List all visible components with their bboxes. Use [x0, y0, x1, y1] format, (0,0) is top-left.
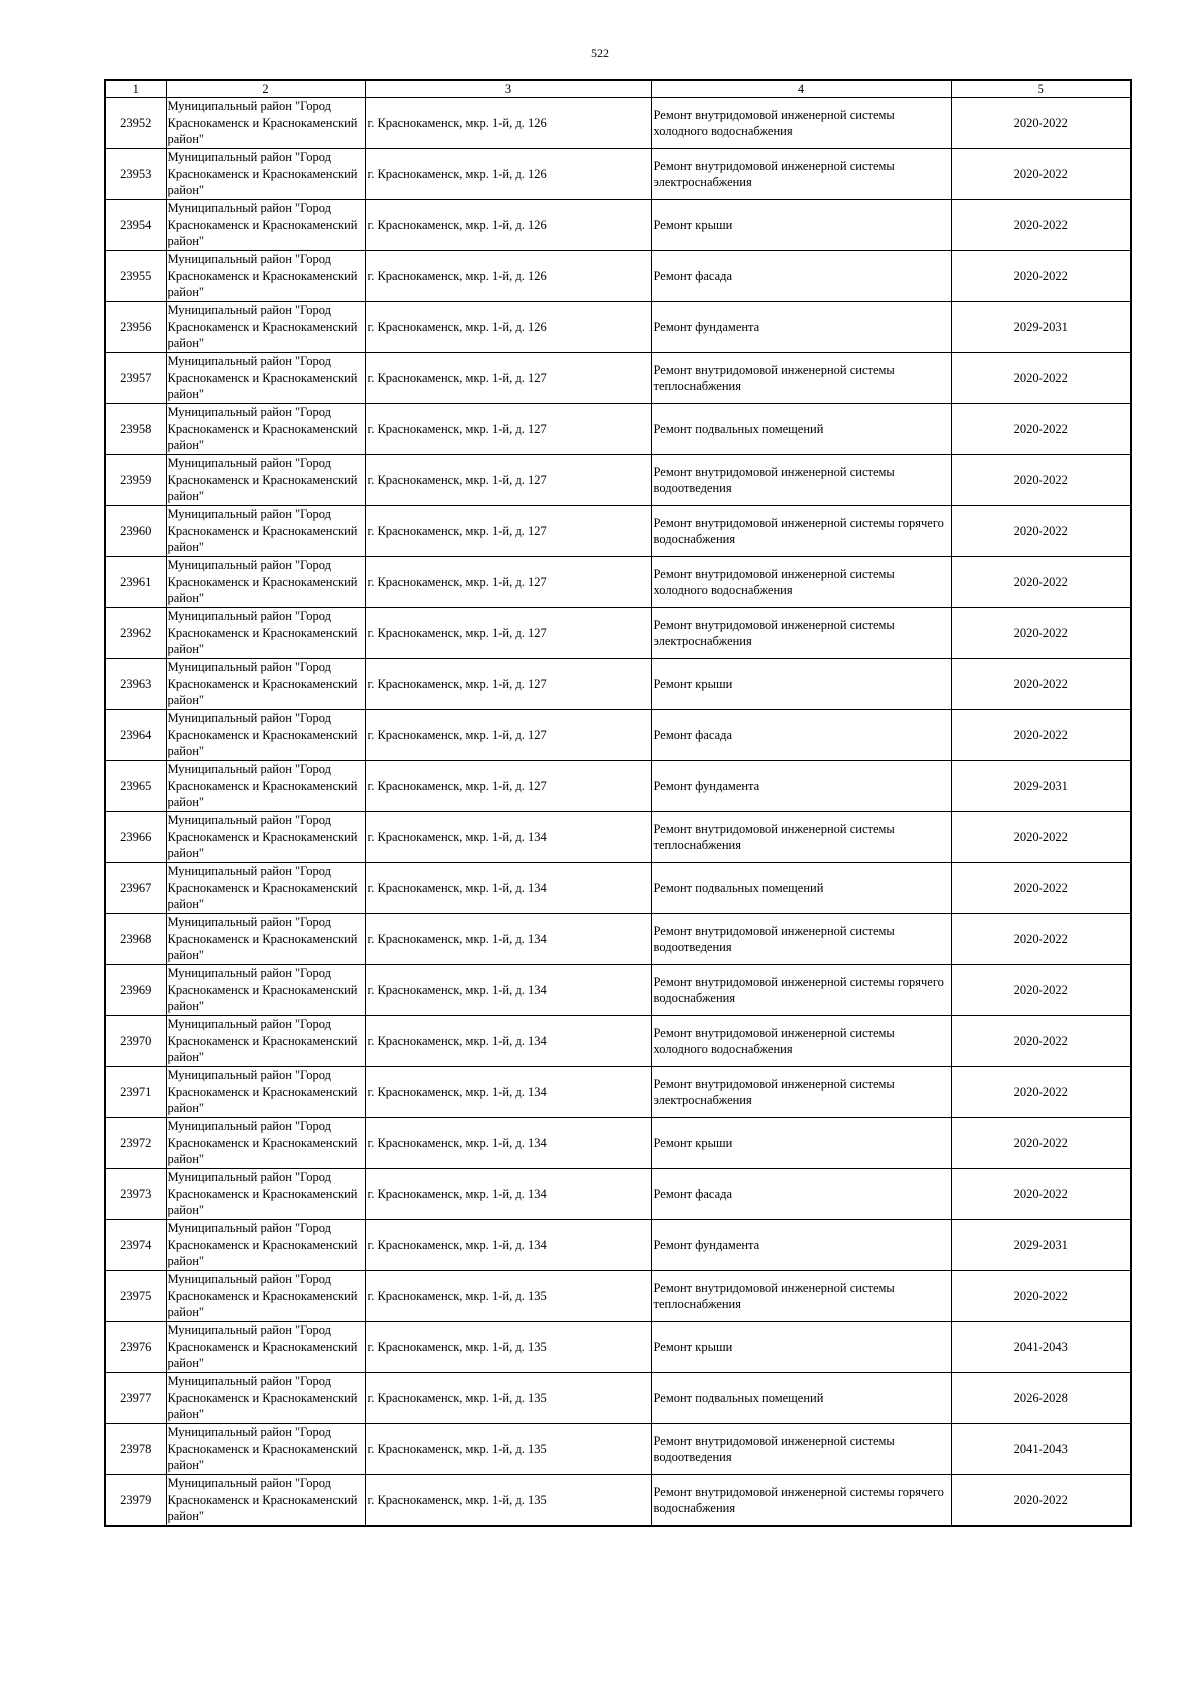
work-type-cell: Ремонт внутридомовой инженерной системы электроснабжения	[651, 608, 951, 659]
address-cell: г. Краснокаменск, мкр. 1-й, д. 127	[365, 455, 651, 506]
period-cell: 2020-2022	[951, 1016, 1131, 1067]
municipality-cell: Муниципальный район "Город Краснокаменск и Краснокаменский район"	[166, 251, 365, 302]
address-cell: г. Краснокаменск, мкр. 1-й, д. 134	[365, 1169, 651, 1220]
period-cell: 2020-2022	[951, 710, 1131, 761]
address-cell: г. Краснокаменск, мкр. 1-й, д. 134	[365, 914, 651, 965]
municipality-cell: Муниципальный район "Город Краснокаменск и Краснокаменский район"	[166, 557, 365, 608]
municipality-cell: Муниципальный район "Город Краснокаменск и Краснокаменский район"	[166, 353, 365, 404]
municipality-cell: Муниципальный район "Город Краснокаменск и Краснокаменский район"	[166, 863, 365, 914]
period-cell: 2020-2022	[951, 1169, 1131, 1220]
municipality-cell: Муниципальный район "Город Краснокаменск и Краснокаменский район"	[166, 1118, 365, 1169]
work-type-cell: Ремонт фасада	[651, 1169, 951, 1220]
table-row	[105, 506, 1131, 557]
table-row	[105, 149, 1131, 200]
address-cell: г. Краснокаменск, мкр. 1-й, д. 127	[365, 761, 651, 812]
address-cell: г. Краснокаменск, мкр. 1-й, д. 126	[365, 302, 651, 353]
works-table	[104, 79, 1132, 1527]
table-body	[105, 98, 1131, 1527]
address-cell: г. Краснокаменск, мкр. 1-й, д. 126	[365, 251, 651, 302]
address-cell: г. Краснокаменск, мкр. 1-й, д. 127	[365, 506, 651, 557]
address-cell: г. Краснокаменск, мкр. 1-й, д. 126	[365, 98, 651, 149]
work-type-cell: Ремонт внутридомовой инженерной системы водоотведения	[651, 914, 951, 965]
table-row	[105, 1424, 1131, 1475]
period-cell: 2020-2022	[951, 1067, 1131, 1118]
table-row	[105, 710, 1131, 761]
work-type-cell: Ремонт крыши	[651, 659, 951, 710]
table-row	[105, 404, 1131, 455]
work-type-cell: Ремонт фундамента	[651, 761, 951, 812]
row-number: 23971	[105, 1067, 166, 1118]
period-cell: 2020-2022	[951, 404, 1131, 455]
address-cell: г. Краснокаменск, мкр. 1-й, д. 134	[365, 1067, 651, 1118]
period-cell: 2029-2031	[951, 302, 1131, 353]
address-cell: г. Краснокаменск, мкр. 1-й, д. 135	[365, 1373, 651, 1424]
row-number: 23959	[105, 455, 166, 506]
work-type-cell: Ремонт фундамента	[651, 1220, 951, 1271]
work-type-cell: Ремонт крыши	[651, 1322, 951, 1373]
row-number: 23970	[105, 1016, 166, 1067]
page-number: 522	[591, 46, 609, 60]
period-cell: 2020-2022	[951, 455, 1131, 506]
work-type-cell: Ремонт внутридомовой инженерной системы электроснабжения	[651, 1067, 951, 1118]
row-number: 23966	[105, 812, 166, 863]
table-row	[105, 965, 1131, 1016]
work-type-cell: Ремонт крыши	[651, 1118, 951, 1169]
period-cell: 2020-2022	[951, 98, 1131, 149]
period-cell: 2020-2022	[951, 506, 1131, 557]
column-header-5: 5	[951, 80, 1131, 98]
period-cell: 2041-2043	[951, 1322, 1131, 1373]
municipality-cell: Муниципальный район "Город Краснокаменск и Краснокаменский район"	[166, 1322, 365, 1373]
address-cell: г. Краснокаменск, мкр. 1-й, д. 134	[365, 1118, 651, 1169]
municipality-cell: Муниципальный район "Город Краснокаменск и Краснокаменский район"	[166, 812, 365, 863]
municipality-cell: Муниципальный район "Город Краснокаменск и Краснокаменский район"	[166, 914, 365, 965]
address-cell: г. Краснокаменск, мкр. 1-й, д. 127	[365, 710, 651, 761]
period-cell: 2029-2031	[951, 761, 1131, 812]
address-cell: г. Краснокаменск, мкр. 1-й, д. 134	[365, 863, 651, 914]
row-number: 23974	[105, 1220, 166, 1271]
period-cell: 2020-2022	[951, 353, 1131, 404]
table-row	[105, 1016, 1131, 1067]
column-header-3: 3	[365, 80, 651, 98]
address-cell: г. Краснокаменск, мкр. 1-й, д. 127	[365, 353, 651, 404]
row-number: 23960	[105, 506, 166, 557]
period-cell: 2020-2022	[951, 1118, 1131, 1169]
period-cell: 2020-2022	[951, 914, 1131, 965]
work-type-cell: Ремонт фасада	[651, 710, 951, 761]
work-type-cell: Ремонт подвальных помещений	[651, 863, 951, 914]
work-type-cell: Ремонт внутридомовой инженерной системы электроснабжения	[651, 149, 951, 200]
table-row	[105, 1118, 1131, 1169]
row-number: 23975	[105, 1271, 166, 1322]
row-number: 23968	[105, 914, 166, 965]
municipality-cell: Муниципальный район "Город Краснокаменск и Краснокаменский район"	[166, 1220, 365, 1271]
row-number: 23967	[105, 863, 166, 914]
table-row	[105, 863, 1131, 914]
row-number: 23979	[105, 1475, 166, 1527]
address-cell: г. Краснокаменск, мкр. 1-й, д. 134	[365, 1016, 651, 1067]
address-cell: г. Краснокаменск, мкр. 1-й, д. 135	[365, 1271, 651, 1322]
period-cell: 2020-2022	[951, 965, 1131, 1016]
address-cell: г. Краснокаменск, мкр. 1-й, д. 134	[365, 812, 651, 863]
municipality-cell: Муниципальный район "Город Краснокаменск и Краснокаменский район"	[166, 965, 365, 1016]
municipality-cell: Муниципальный район "Город Краснокаменск и Краснокаменский район"	[166, 1271, 365, 1322]
period-cell: 2029-2031	[951, 1220, 1131, 1271]
address-cell: г. Краснокаменск, мкр. 1-й, д. 135	[365, 1322, 651, 1373]
table-row	[105, 1373, 1131, 1424]
row-number: 23957	[105, 353, 166, 404]
work-type-cell: Ремонт фасада	[651, 251, 951, 302]
table-row	[105, 200, 1131, 251]
row-number: 23956	[105, 302, 166, 353]
municipality-cell: Муниципальный район "Город Краснокаменск и Краснокаменский район"	[166, 98, 365, 149]
row-number: 23978	[105, 1424, 166, 1475]
address-cell: г. Краснокаменск, мкр. 1-й, д. 126	[365, 149, 651, 200]
period-cell: 2020-2022	[951, 200, 1131, 251]
table-row	[105, 1067, 1131, 1118]
address-cell: г. Краснокаменск, мкр. 1-й, д. 134	[365, 1220, 651, 1271]
row-number: 23952	[105, 98, 166, 149]
row-number: 23963	[105, 659, 166, 710]
row-number: 23977	[105, 1373, 166, 1424]
municipality-cell: Муниципальный район "Город Краснокаменск и Краснокаменский район"	[166, 149, 365, 200]
work-type-cell: Ремонт внутридомовой инженерной системы теплоснабжения	[651, 812, 951, 863]
work-type-cell: Ремонт внутридомовой инженерной системы холодного водоснабжения	[651, 557, 951, 608]
header-row	[105, 80, 1131, 98]
row-number: 23976	[105, 1322, 166, 1373]
work-type-cell: Ремонт подвальных помещений	[651, 404, 951, 455]
table-row	[105, 812, 1131, 863]
address-cell: г. Краснокаменск, мкр. 1-й, д. 135	[365, 1475, 651, 1527]
table-row	[105, 557, 1131, 608]
period-cell: 2020-2022	[951, 863, 1131, 914]
table-row	[105, 1322, 1131, 1373]
table-row	[105, 608, 1131, 659]
row-number: 23965	[105, 761, 166, 812]
period-cell: 2020-2022	[951, 812, 1131, 863]
column-header-2: 2	[166, 80, 365, 98]
work-type-cell: Ремонт внутридомовой инженерной системы горячего водоснабжения	[651, 1475, 951, 1527]
row-number: 23953	[105, 149, 166, 200]
work-type-cell: Ремонт крыши	[651, 200, 951, 251]
work-type-cell: Ремонт внутридомовой инженерной системы холодного водоснабжения	[651, 98, 951, 149]
table-row	[105, 1271, 1131, 1322]
table-row	[105, 302, 1131, 353]
work-type-cell: Ремонт внутридомовой инженерной системы холодного водоснабжения	[651, 1016, 951, 1067]
row-number: 23958	[105, 404, 166, 455]
table-row	[105, 761, 1131, 812]
address-cell: г. Краснокаменск, мкр. 1-й, д. 127	[365, 659, 651, 710]
table-row	[105, 1220, 1131, 1271]
period-cell: 2020-2022	[951, 659, 1131, 710]
work-type-cell: Ремонт внутридомовой инженерной системы горячего водоснабжения	[651, 965, 951, 1016]
row-number: 23964	[105, 710, 166, 761]
column-header-1: 1	[105, 80, 166, 98]
period-cell: 2026-2028	[951, 1373, 1131, 1424]
work-type-cell: Ремонт фундамента	[651, 302, 951, 353]
table-row	[105, 914, 1131, 965]
table-row	[105, 353, 1131, 404]
period-cell: 2020-2022	[951, 149, 1131, 200]
table-row	[105, 98, 1131, 149]
work-type-cell: Ремонт внутридомовой инженерной системы водоотведения	[651, 1424, 951, 1475]
municipality-cell: Муниципальный район "Город Краснокаменск и Краснокаменский район"	[166, 710, 365, 761]
table-row	[105, 1475, 1131, 1527]
municipality-cell: Муниципальный район "Город Краснокаменск и Краснокаменский район"	[166, 455, 365, 506]
row-number: 23954	[105, 200, 166, 251]
row-number: 23962	[105, 608, 166, 659]
table-row	[105, 1169, 1131, 1220]
row-number: 23955	[105, 251, 166, 302]
column-header-4: 4	[651, 80, 951, 98]
table-row	[105, 659, 1131, 710]
work-type-cell: Ремонт внутридомовой инженерной системы горячего водоснабжения	[651, 506, 951, 557]
municipality-cell: Муниципальный район "Город Краснокаменск и Краснокаменский район"	[166, 404, 365, 455]
municipality-cell: Муниципальный район "Город Краснокаменск и Краснокаменский район"	[166, 1424, 365, 1475]
municipality-cell: Муниципальный район "Город Краснокаменск и Краснокаменский район"	[166, 608, 365, 659]
municipality-cell: Муниципальный район "Город Краснокаменск и Краснокаменский район"	[166, 1169, 365, 1220]
row-number: 23969	[105, 965, 166, 1016]
municipality-cell: Муниципальный район "Город Краснокаменск и Краснокаменский район"	[166, 506, 365, 557]
row-number: 23972	[105, 1118, 166, 1169]
municipality-cell: Муниципальный район "Город Краснокаменск и Краснокаменский район"	[166, 200, 365, 251]
period-cell: 2020-2022	[951, 1271, 1131, 1322]
work-type-cell: Ремонт подвальных помещений	[651, 1373, 951, 1424]
municipality-cell: Муниципальный район "Город Краснокаменск и Краснокаменский район"	[166, 302, 365, 353]
period-cell: 2020-2022	[951, 557, 1131, 608]
municipality-cell: Муниципальный район "Город Краснокаменск и Краснокаменский район"	[166, 659, 365, 710]
municipality-cell: Муниципальный район "Город Краснокаменск и Краснокаменский район"	[166, 1067, 365, 1118]
work-type-cell: Ремонт внутридомовой инженерной системы водоотведения	[651, 455, 951, 506]
row-number: 23961	[105, 557, 166, 608]
period-cell: 2020-2022	[951, 1475, 1131, 1527]
address-cell: г. Краснокаменск, мкр. 1-й, д. 126	[365, 200, 651, 251]
period-cell: 2020-2022	[951, 608, 1131, 659]
period-cell: 2020-2022	[951, 251, 1131, 302]
municipality-cell: Муниципальный район "Город Краснокаменск и Краснокаменский район"	[166, 1016, 365, 1067]
address-cell: г. Краснокаменск, мкр. 1-й, д. 127	[365, 557, 651, 608]
address-cell: г. Краснокаменск, мкр. 1-й, д. 135	[365, 1424, 651, 1475]
municipality-cell: Муниципальный район "Город Краснокаменск и Краснокаменский район"	[166, 1373, 365, 1424]
municipality-cell: Муниципальный район "Город Краснокаменск и Краснокаменский район"	[166, 1475, 365, 1527]
period-cell: 2041-2043	[951, 1424, 1131, 1475]
address-cell: г. Краснокаменск, мкр. 1-й, д. 127	[365, 608, 651, 659]
address-cell: г. Краснокаменск, мкр. 1-й, д. 134	[365, 965, 651, 1016]
municipality-cell: Муниципальный район "Город Краснокаменск и Краснокаменский район"	[166, 761, 365, 812]
work-type-cell: Ремонт внутридомовой инженерной системы теплоснабжения	[651, 353, 951, 404]
row-number: 23973	[105, 1169, 166, 1220]
table-row	[105, 455, 1131, 506]
address-cell: г. Краснокаменск, мкр. 1-й, д. 127	[365, 404, 651, 455]
work-type-cell: Ремонт внутридомовой инженерной системы теплоснабжения	[651, 1271, 951, 1322]
table-row	[105, 251, 1131, 302]
